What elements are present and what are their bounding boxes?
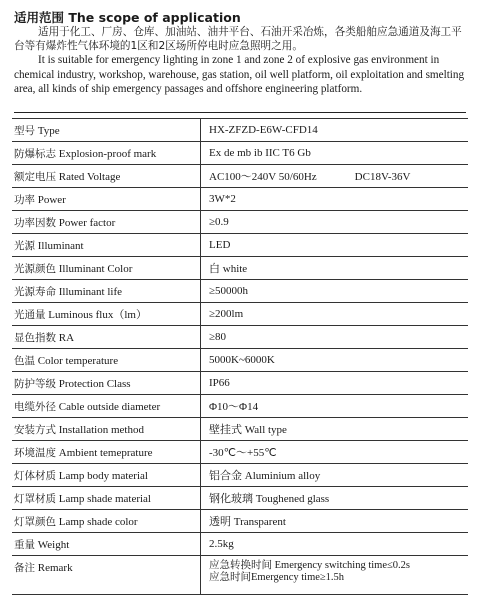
spec-row — [12, 142, 468, 165]
spec-label-en: Weight — [37, 538, 70, 551]
spec-value: IP66 — [209, 377, 230, 389]
spec-value: Φ10～Φ14 — [209, 401, 259, 413]
spec-table — [12, 118, 468, 595]
spec-value-cell — [201, 165, 469, 188]
spec-label-en: Ambient temeprature — [58, 446, 153, 459]
spec-label-cell — [12, 303, 201, 326]
spec-value: HX-ZFZD-E6W-CFD14 — [209, 124, 318, 136]
spec-label-cell — [12, 510, 201, 533]
spec-value: ≥200lm — [209, 308, 244, 320]
spec-row — [12, 533, 468, 556]
spec-label-zh: 防爆标志 — [14, 147, 56, 160]
spec-value: 3W*2 — [209, 193, 236, 205]
spec-value-cell — [201, 142, 469, 165]
spec-label-en: Color temperature — [37, 354, 119, 367]
spec-label-zh: 光通量 — [14, 309, 46, 321]
spec-label-zh: 光源 — [14, 239, 35, 252]
spec-label-cell — [12, 165, 201, 188]
spec-label-en: Lamp shade color — [58, 515, 138, 528]
spec-label-zh: 灯罩材质 — [14, 492, 56, 505]
spec-label-cell — [12, 372, 201, 395]
spec-label-zh: 灯体材质 — [14, 469, 56, 482]
spec-label-cell — [12, 464, 201, 487]
spec-label-cell — [12, 257, 201, 280]
spec-value-cell — [201, 119, 469, 142]
spec-label-zh: 功率 — [14, 193, 35, 206]
spec-value: AC100～240V 50/60Hz — [209, 171, 317, 183]
spec-value-cell — [201, 303, 469, 326]
remark-line-2: 应急时间Emergency time≥1.5h — [209, 572, 345, 583]
spec-row — [12, 234, 468, 257]
spec-value: 2.5kg — [209, 538, 234, 550]
spec-row — [12, 303, 468, 326]
spec-label-en: Installation method — [58, 423, 144, 436]
spec-label-en: Illuminant life — [58, 285, 122, 298]
spec-row — [12, 510, 468, 533]
spec-label-zh: 电缆外径 — [14, 400, 56, 413]
spec-label-zh: 光源颜色 — [14, 262, 56, 275]
spec-label-zh: 光源寿命 — [14, 285, 56, 298]
spec-value: 白 white — [209, 263, 248, 275]
spec-label-en: Cable outside diameter — [58, 400, 161, 413]
spec-value-cell — [201, 257, 469, 280]
spec-value-cell — [201, 464, 469, 487]
spec-label-zh: 额定电压 — [14, 170, 56, 183]
spec-row — [12, 395, 468, 418]
spec-value: 5000K~6000K — [209, 354, 275, 366]
spec-label-zh: 色温 — [14, 354, 35, 367]
section-title-zh: 适用范围 — [14, 10, 65, 25]
spec-value: 壁挂式 Wall type — [209, 424, 287, 436]
remark-row — [12, 556, 468, 595]
scope-paragraph-zh: 适用于化工、厂房、仓库、加油站、油井平台、石油开采冶炼，各类船舶应急通道及海工平台等有爆炸性气体环境的1区和2区场所停电时应急照明之用。 — [14, 26, 462, 52]
spec-value: Ex de mb ib IIC T6 Gb — [209, 147, 311, 159]
spec-row — [12, 418, 468, 441]
spec-label-cell — [12, 280, 201, 303]
spec-value-cell — [201, 395, 469, 418]
spec-label-zh: 环境温度 — [14, 446, 56, 459]
spec-value-cell — [201, 326, 469, 349]
spec-row — [12, 326, 468, 349]
spec-label-en: Lamp body material — [58, 469, 148, 482]
spec-value: 钢化玻璃 Toughened glass — [209, 493, 330, 505]
spec-value-cell — [201, 487, 469, 510]
spec-label-zh: 型号 — [14, 124, 35, 137]
spec-value: 透明 Transparent — [209, 516, 286, 528]
spec-label-zh: 功率因数 — [14, 216, 56, 229]
remark-label-cell — [12, 556, 201, 595]
spec-label-cell — [12, 211, 201, 234]
section-title-en: The scope of application — [68, 10, 241, 25]
spec-label-cell — [12, 326, 201, 349]
remark-label-zh: 备注 — [14, 562, 35, 574]
spec-label-en: Lamp shade material — [58, 492, 151, 505]
spec-label-cell — [12, 487, 201, 510]
scope-paragraph-en: It is suitable for emergency lighting in zone 1 and zone 2 of explosive gas environment in chemical industry, workshop, warehouse, gas station, oil well platform, oil exploitation and smelting area, all kinds of ship emergency passages and offshore engineering platform. — [14, 54, 465, 95]
spec-value: -30℃～+55℃ — [209, 447, 277, 459]
spec-value-cell — [201, 188, 469, 211]
spec-row — [12, 280, 468, 303]
spec-row — [12, 188, 468, 211]
spec-row — [12, 441, 468, 464]
spec-value-secondary: DC18V-36V — [354, 171, 411, 183]
spec-label-cell — [12, 418, 201, 441]
spec-label-cell — [12, 188, 201, 211]
spec-table-body — [12, 119, 468, 595]
divider-line — [14, 112, 466, 113]
remark-value-cell — [201, 556, 469, 595]
spec-row — [12, 211, 468, 234]
spec-label-en: Illuminant — [37, 239, 84, 252]
spec-row — [12, 257, 468, 280]
spec-label-cell — [12, 395, 201, 418]
spec-label-cell — [12, 349, 201, 372]
spec-label-en: Power — [37, 193, 66, 206]
spec-value-cell — [201, 234, 469, 257]
spec-value: ≥80 — [209, 331, 227, 343]
spec-row — [12, 372, 468, 395]
spec-value-cell — [201, 349, 469, 372]
spec-label-zh: 防护等级 — [14, 377, 56, 390]
spec-row — [12, 349, 468, 372]
spec-label-zh: 重量 — [14, 538, 35, 551]
spec-value-cell — [201, 211, 469, 234]
spec-value-cell — [201, 280, 469, 303]
spec-row — [12, 464, 468, 487]
spec-label-en: Luminous flux（lm） — [48, 309, 147, 321]
spec-value-cell — [201, 510, 469, 533]
spec-row — [12, 165, 468, 188]
spec-label-cell — [12, 441, 201, 464]
spec-label-zh: 安装方式 — [14, 423, 56, 436]
spec-label-zh: 显色指数 — [14, 331, 56, 344]
spec-value: 铝合金 Aluminium alloy — [209, 470, 321, 482]
spec-label-cell — [12, 142, 201, 165]
spec-value-cell — [201, 418, 469, 441]
spec-label-cell — [12, 119, 201, 142]
spec-label-en: Rated Voltage — [58, 170, 121, 183]
spec-label-en: Protection Class — [58, 377, 131, 390]
section-title — [14, 10, 466, 25]
spec-value-cell — [201, 441, 469, 464]
spec-value: LED — [209, 239, 231, 251]
remark-label-en: Remark — [37, 562, 73, 574]
spec-value-cell — [201, 533, 469, 556]
spec-value-cell — [201, 372, 469, 395]
spec-label-cell — [12, 533, 201, 556]
spec-row — [12, 119, 468, 142]
spec-label-cell — [12, 234, 201, 257]
spec-label-en: Type — [37, 124, 60, 137]
spec-label-en: Illuminant Color — [58, 262, 133, 275]
spec-value: ≥0.9 — [209, 216, 229, 228]
spec-row — [12, 487, 468, 510]
spec-label-en: RA — [58, 331, 75, 344]
application-scope-section — [14, 10, 466, 97]
spec-value: ≥50000h — [209, 285, 249, 297]
spec-label-en: Power factor — [58, 216, 116, 229]
remark-line-1: 应急转换时间 Emergency switching time≤0.2s — [209, 560, 410, 571]
spec-label-zh: 灯罩颜色 — [14, 515, 56, 528]
spec-label-en: Explosion-proof mark — [58, 147, 157, 160]
